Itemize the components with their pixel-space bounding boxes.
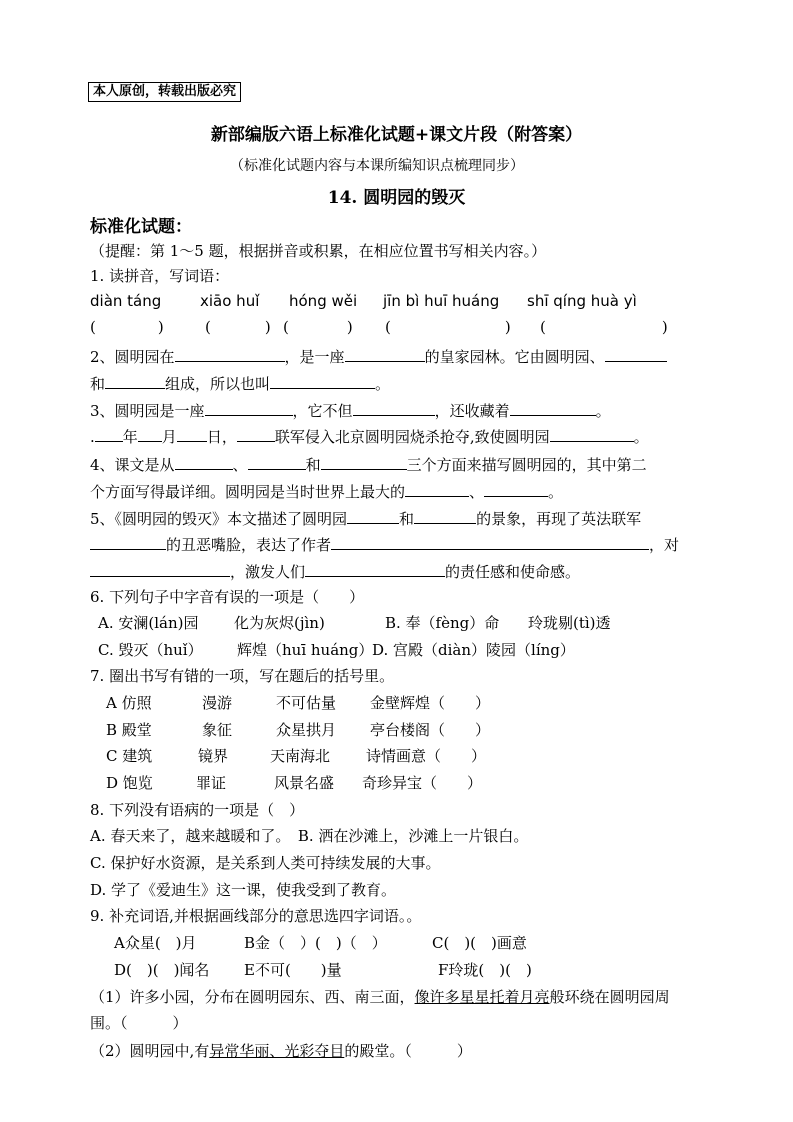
blank[interactable]: [175, 455, 233, 470]
q8-option-d[interactable]: D. 学了《爱迪生》这一课，使我受到了教育。: [90, 881, 397, 899]
blank[interactable]: [175, 347, 285, 362]
q9-word-a[interactable]: A众星( )月: [114, 934, 197, 952]
tip-text: （提醒：第 1～5 题，根据拼音或积累，在相应位置书写相关内容。）: [90, 242, 547, 260]
q5-line2: 的丑恶嘴脸，表达了作者 ，对: [90, 535, 679, 555]
q7-row-c-4[interactable]: 诗情画意（ ）: [366, 747, 487, 765]
q4-line1: 4、课文是从 、 和 三个方面来描写圆明园的，其中第二: [90, 456, 647, 474]
section-heading: 标准化试题：: [90, 217, 192, 237]
q8-option-ab[interactable]: A. 春天来了，越来越暖和了。 B. 洒在沙滩上，沙滩上一片银白。: [90, 827, 529, 845]
q9-word-c[interactable]: C( )( )画意: [432, 934, 527, 952]
q6-option-c1[interactable]: C. 毁灭（huǐ）: [98, 641, 203, 659]
q7-row-a-1: A 仿照: [106, 694, 152, 712]
answer-box-5[interactable]: ( ): [540, 318, 668, 336]
q7-row-d-3: 风景名盛: [274, 774, 335, 792]
blank[interactable]: [605, 347, 667, 362]
blank[interactable]: [90, 562, 230, 577]
q9-word-e[interactable]: E不可( )量: [244, 961, 342, 979]
q5-line3: ，激发人们 的责任感和使命感。: [90, 562, 580, 582]
q6-option-c2: 辉煌（huī huáng）: [237, 641, 374, 659]
q7-row-a-2: 漫游: [202, 694, 233, 712]
q3-line2: . 年 月 日， 联军侵入北京圆明园烧杀抢夺,致使圆明园 。: [90, 428, 649, 446]
answer-box-4[interactable]: ( ): [385, 318, 511, 336]
q9-stem: 9. 补充词语,并根据画线部分的意思选四字词语。。: [90, 907, 422, 925]
pinyin-2: xiāo huǐ: [200, 292, 260, 310]
blank[interactable]: [347, 509, 399, 524]
q2-line1: 2、圆明园在 ，是一座 的皇家园林。它由圆明园、: [90, 347, 667, 367]
pinyin-1: diàn táng: [90, 292, 162, 310]
q3-line1: 3、圆明园是一座 ，它不但 ，还收藏着 。: [90, 402, 611, 420]
blank[interactable]: [205, 401, 293, 416]
blank[interactable]: [138, 427, 162, 442]
q9-sentence-1: （1）许多小园，分布在圆明园东、西、南三面，像许多星星托着月亮般环绕在圆明园周: [90, 988, 670, 1006]
q6-stem: 6. 下列句子中字音有误的一项是（ ）: [90, 588, 365, 606]
q6-option-a2: 化为灰烬(jìn): [234, 614, 325, 632]
q7-row-a-3: 不可估量: [276, 694, 337, 712]
answer-box-3[interactable]: ( ): [283, 318, 353, 336]
q6-option-b1[interactable]: B. 奉（fèng）命: [385, 614, 500, 632]
q8-stem: 8. 下列没有语病的一项是（ ）: [90, 801, 305, 819]
q7-row-d-1: D 饱览: [106, 774, 153, 792]
q7-row-b-3: 众星拱月: [276, 721, 337, 739]
blank[interactable]: [237, 427, 275, 442]
blank[interactable]: [105, 374, 165, 389]
document-subtitle: （标准化试题内容与本课所编知识点梳理同步）: [230, 158, 524, 174]
q6-option-d1[interactable]: D. 宫殿（diàn）陵园（líng）: [372, 641, 575, 659]
q9-sentence-2: （2）圆明园中,有异常华丽、光彩夺目的殿堂。（ ）: [90, 1042, 472, 1060]
blank[interactable]: [353, 401, 435, 416]
blank[interactable]: [510, 401, 596, 416]
blank[interactable]: [321, 455, 407, 470]
underlined-phrase: 像许多星星托着月亮: [414, 988, 550, 1006]
document-title: 新部编版六语上标准化试题+课文片段（附答案）: [210, 125, 583, 145]
answer-box-2[interactable]: ( ): [205, 318, 271, 336]
blank[interactable]: [95, 427, 123, 442]
answer-box-1[interactable]: ( ): [90, 318, 164, 336]
q1-stem: 1. 读拼音，写词语：: [90, 267, 230, 285]
blank[interactable]: [177, 427, 207, 442]
q7-row-d-4[interactable]: 奇珍异宝（ ）: [362, 774, 483, 792]
q7-row-b-2: 象征: [202, 721, 233, 739]
q6-option-a1[interactable]: A. 安澜(lán)园: [98, 614, 199, 632]
blank[interactable]: [248, 455, 306, 470]
blank[interactable]: [305, 562, 445, 577]
q7-row-d-2: 罪证: [196, 774, 227, 792]
q9-word-d[interactable]: D( )( )闻名: [114, 961, 210, 979]
blank[interactable]: [345, 347, 425, 362]
q2-line2: 和 组成，所以也叫 。: [90, 375, 391, 393]
blank[interactable]: [331, 535, 649, 550]
pinyin-5: shī qíng huà yì: [527, 292, 637, 310]
underlined-phrase: 异常华丽、光彩夺目: [209, 1042, 345, 1060]
q7-row-b-1: B 殿堂: [106, 721, 152, 739]
q4-line2: 个方面写得最详细。圆明园是当时世界上最大的 、 。: [90, 483, 564, 501]
lesson-title: 14. 圆明园的毁灭: [327, 188, 466, 208]
q9-word-f[interactable]: F玲珑( )( ): [438, 961, 532, 979]
q8-option-c[interactable]: C. 保护好水资源，是关系到人类可持续发展的大事。: [90, 854, 441, 872]
pinyin-4: jīn bì huī huáng: [383, 292, 500, 310]
blank[interactable]: [90, 535, 166, 550]
q7-row-c-1: C 建筑: [106, 747, 153, 765]
q9-sentence-1-cont: 围。（ ）: [90, 1014, 188, 1032]
pinyin-3: hóng wěi: [289, 292, 358, 310]
blank[interactable]: [405, 482, 469, 497]
blank[interactable]: [414, 509, 476, 524]
q7-stem: 7. 圈出书写有错的一项，写在题后的括号里。: [90, 667, 395, 685]
q7-row-c-3: 天南海北: [270, 747, 331, 765]
blank[interactable]: [550, 427, 634, 442]
copyright-tag: 本人原创，转载出版必究: [88, 82, 241, 102]
q7-row-b-4[interactable]: 亭台楼阁（ ）: [370, 721, 491, 739]
q7-row-a-4[interactable]: 金壁辉煌（ ）: [370, 694, 491, 712]
q5-line1: 5、《圆明园的毁灭》本文描述了圆明园 和 的景象，再现了英法联军: [90, 510, 642, 528]
q6-option-b2: 玲珑剔(tì)透: [528, 614, 611, 632]
q7-row-c-2: 镜界: [198, 747, 229, 765]
blank[interactable]: [270, 374, 375, 389]
blank[interactable]: [484, 482, 548, 497]
q9-word-b[interactable]: B金（ ）( )（ ）: [244, 934, 387, 952]
